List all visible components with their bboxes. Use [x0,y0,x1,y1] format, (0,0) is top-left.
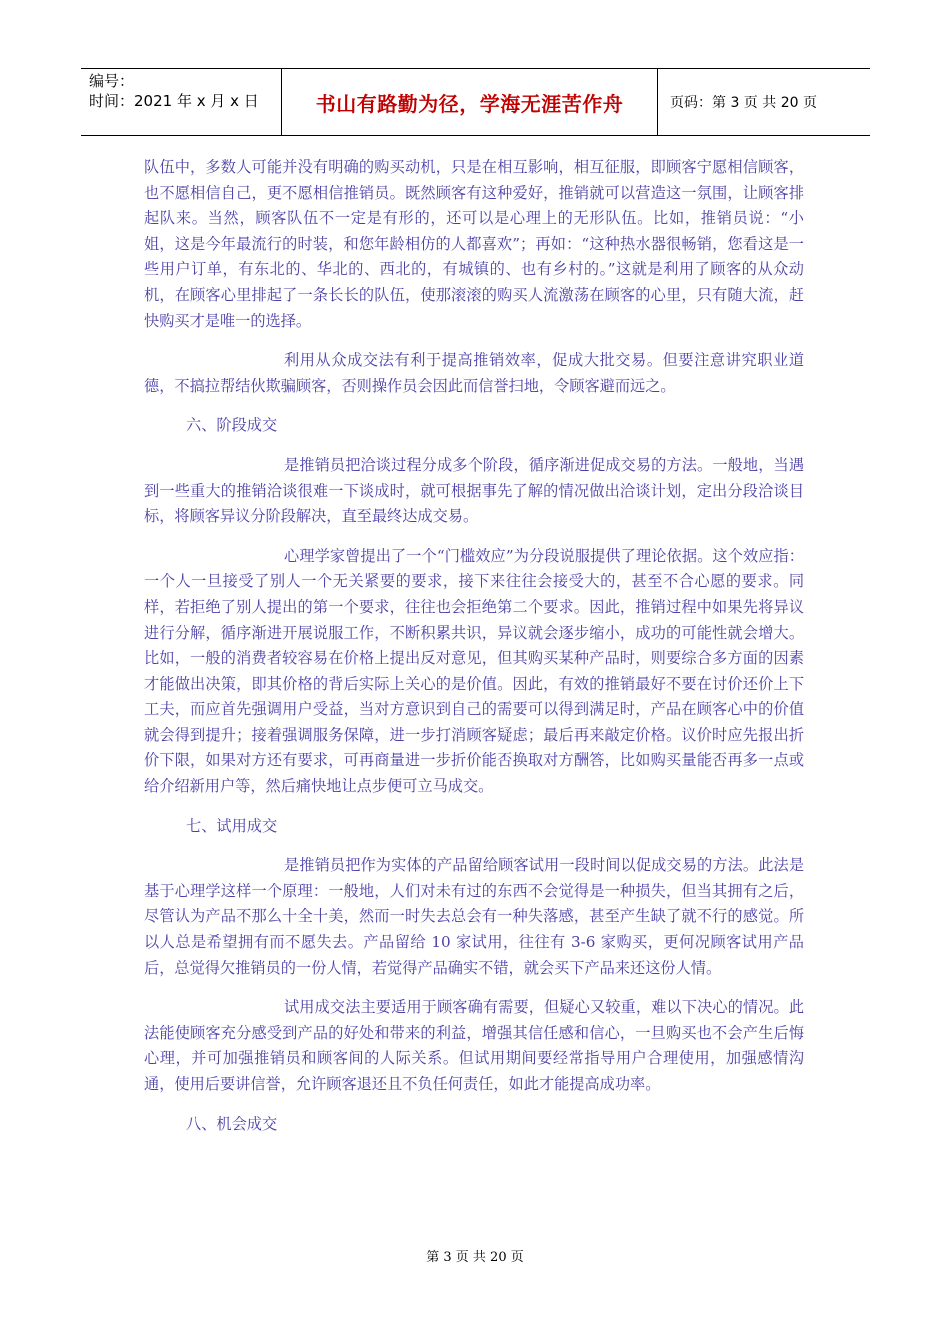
body-paragraph: 利用从众成交法有利于提高推销效率，促成大批交易。但要注意讲究职业道德，不搞拉帮结伙欺骗顾客，否则操作员会因此而信誉扫地，令顾客避而远之。 [144,351,804,395]
header-motto: 书山有路勤为径，学海无涯苦作舟 [282,69,658,135]
body-paragraph: 是推销员把洽谈过程分成多个阶段，循序渐进促成交易的方法。一般地，当遇到一些重大的推销洽谈很难一下谈成时，就可根据事先了解的情况做出洽谈计划，定出分段洽谈目标，将顾客异议分阶段解决，直至最终达成交易。 [144,455,804,526]
document-date: 时间：2021 年 x 月 x 日 [89,92,259,110]
page-footer: 第 3 页 共 20 页 [426,1250,524,1265]
body-paragraph: 试用成交法主要适用于顾客确有需要，但疑心又较重，难以下决心的情况。此法能使顾客充分感受到产品的好处和带来的利益，增强其信任感和信心，一旦购买也不会产生后悔心理，并可加强推销员和顾客间的人际关系。但试用期间要经常指导用户合理使用，加强感情沟通，使用后要讲信誉，允许顾客退还且不负任何责任，如此才能提高成功率。 [144,998,804,1093]
document-body [144,155,804,1151]
body-paragraph: 队伍中，多数人可能并没有明确的购买动机，只是在相互影响，相互征服，即顾客宁愿相信顾客，也不愿相信自己，更不愿相信推销员。既然顾客有这种爱好，推销就可以营造这一氛围，让顾客排起队来。当然，顾客队伍不一定是有形的，还可以是心理上的无形队伍。比如，推销员说：“小姐，这是今年最流行的时装，和您年龄相仿的人都喜欢”；再如：“这种热水器很畅销，您看这是一些用户订单，有东北的、华北的、西北的，有城镇的、也有乡村的。”这就是利用了顾客的从众动机，在顾客心里排起了一条长长的队伍，使那滚滚的购买人流激荡在顾客的心里，只有随大流，赶快购买才是唯一的选择。 [144,158,804,330]
body-paragraph: 心理学家曾提出了一个“门槛效应”为分段说服提供了理论依据。这个效应指：一个人一旦接受了别人一个无关紧要的要求，接下来往往会接受大的，甚至不合心愿的要求。同样，若拒绝了别人提出的第一个要求，往往也会拒绝第二个要求。因此，推销过程中如果先将异议进行分解，循序渐进开展说服工作，不断积累共识，异议就会逐步缩小，成功的可能性就会增大。比如，一般的消费者较容易在价格上提出反对意见，但其购买某种产品时，则要综合多方面的因素才能做出决策，即其价格的背后实际上关心的是价值。因此，有效的推销最好不要在讨价还价上下工夫，而应首先强调用户受益，当对方意识到自己的需要可以得到满足时，产品在顾客心中的价值就会得到提升；接着强调服务保障，进一步打消顾客疑虑；最后再来敲定价格。议价时应先报出折价下限，如果对方还有要求，可再商量进一步折价能否换取对方酬答，比如购买量能否再多一点或给介绍新用户等，然后痛快地让点步便可立马成交。 [144,546,804,796]
header-page-info: 页码：第 3 页 共 20 页 [670,95,817,111]
page-header [81,68,870,136]
section-heading-stage-deal: 六、阶段成交 [186,416,278,435]
header-meta [81,69,282,135]
section-heading-opportunity-deal: 八、机会成交 [186,1114,278,1133]
body-paragraph: 是推销员把作为实体的产品留给顾客试用一段时间以促成交易的方法。此法是基于心理学这样一个原理：一般地，人们对未有过的东西不会觉得是一种损失，但当其拥有之后，尽管认为产品不那么十全十美，然而一时失去总会有一种失落感，甚至产生缺了就不行的感觉。所以人总是希望拥有而不愿失去。产品留给 10 家试用，往往有 3-6 家购买，更何况顾客试用产品后，总觉得欠推销员的一份人情，若觉得产品确实不错，就会买下产品来还这份人情。 [144,856,804,977]
section-heading-trial-deal: 七、试用成交 [186,816,278,835]
document-number-label: 编号： [89,72,135,90]
